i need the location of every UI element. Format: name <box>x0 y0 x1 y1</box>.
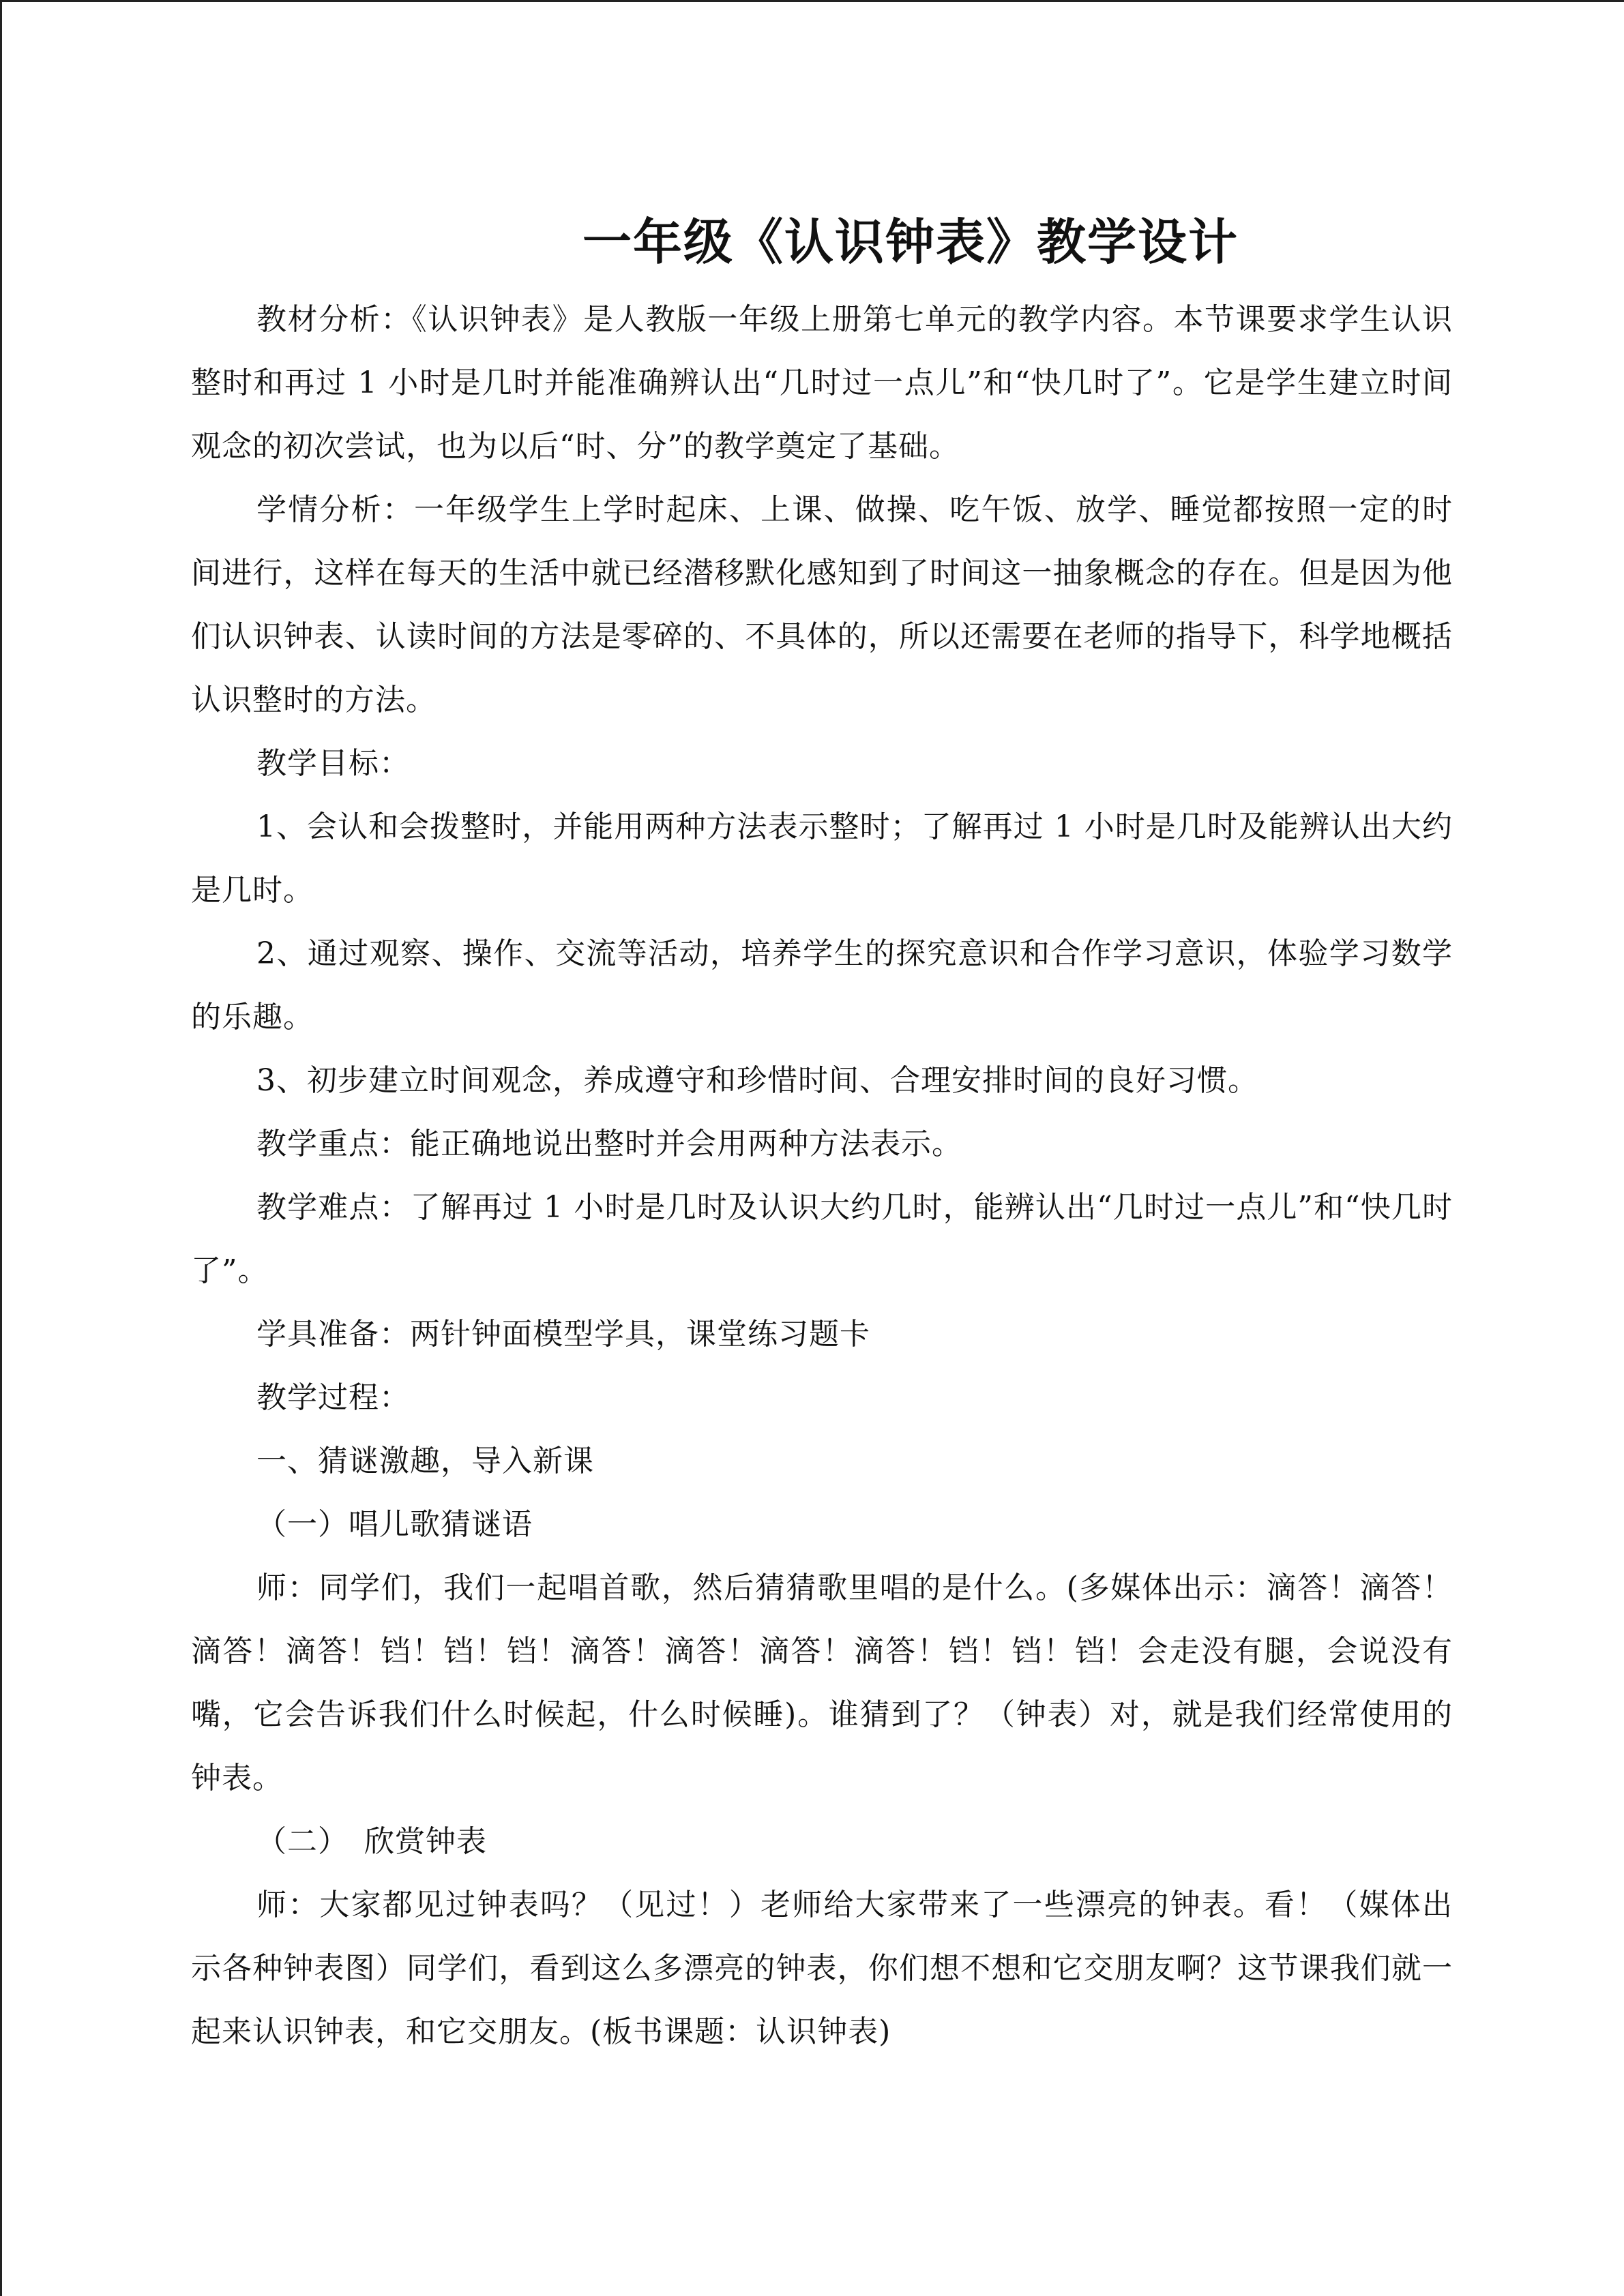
paragraph-goal-3: 3、初步建立时间观念，养成遵守和珍惜时间、合理安排时间的良好习惯。 <box>256 1063 1258 1098</box>
paragraph-appreciate-clocks: 师：大家都见过钟表吗？（见过！）老师给大家带来了一些漂亮的钟表。看！（媒体出示各种钟表图）同学们，看到这么多漂亮的钟表，你们想不想和它交朋友啊？这节课我们就一起来认识钟表，和它交朋友。(板书课题：认识钟表) <box>191 1888 1453 2049</box>
paragraph-key-points: 教学重点：能正确地说出整时并会用两种方法表示。 <box>256 1127 962 1161</box>
paragraph-goal-2: 2、通过观察、操作、交流等活动，培养学生的探究意识和合作学习意识，体验学习数学的乐趣。 <box>191 936 1453 1034</box>
paragraph-teaching-goals-heading: 教学目标： <box>256 746 410 781</box>
document-body <box>191 205 1453 2063</box>
paragraph-process-heading: 教学过程： <box>256 1380 410 1415</box>
paragraph-difficulties: 教学难点：了解再过 1 小时是几时及认识大约几时，能辨认出“几时过一点儿”和“快几时了”。 <box>191 1190 1453 1288</box>
paragraph-section-1-heading: 一、猜谜激趣，导入新课 <box>256 1444 594 1478</box>
paragraph-subsection-2-heading: （二） 欣赏钟表 <box>256 1824 487 1859</box>
document-title: 一年级《认识钟表》教学设计 <box>582 213 1239 271</box>
paragraph-student-analysis: 学情分析：一年级学生上学时起床、上课、做操、吃午饭、放学、睡觉都按照一定的时间进行，这样在每天的生活中就已经潜移默化感知到了时间这一抽象概念的存在。但是因为他们认识钟表、认读时间的方法是零碎的、不具体的，所以还需要在老师的指导下，科学地概括认识整时的方法。 <box>191 492 1453 717</box>
paragraph-subsection-1-heading: （一）唱儿歌猜谜语 <box>256 1507 533 1542</box>
paragraph-materials: 学具准备：两针钟面模型学具，课堂练习题卡 <box>256 1317 870 1352</box>
paragraph-riddle: 师：同学们，我们一起唱首歌，然后猜猜歌里唱的是什么。(多媒体出示：滴答！滴答！滴答！滴答！铛！铛！铛！滴答！滴答！滴答！滴答！铛！铛！铛！会走没有腿，会说没有嘴，它会告诉我们什么时候起，什么时候睡)。谁猜到了？（钟表）对，就是我们经常使用的钟表。 <box>191 1570 1453 1795</box>
paragraph-textbook-analysis: 教材分析：《认识钟表》是人教版一年级上册第七单元的教学内容。本节课要求学生认识整时和再过 1 小时是几时并能准确辨认出“几时过一点儿”和“快几时了”。它是学生建立时间观念的初次尝试，也为以后“时、分”的教学奠定了基础。 <box>191 302 1453 464</box>
paragraph-goal-1: 1、会认和会拨整时，并能用两种方法表示整时；了解再过 1 小时是几时及能辨认出大约是几时。 <box>191 809 1453 908</box>
